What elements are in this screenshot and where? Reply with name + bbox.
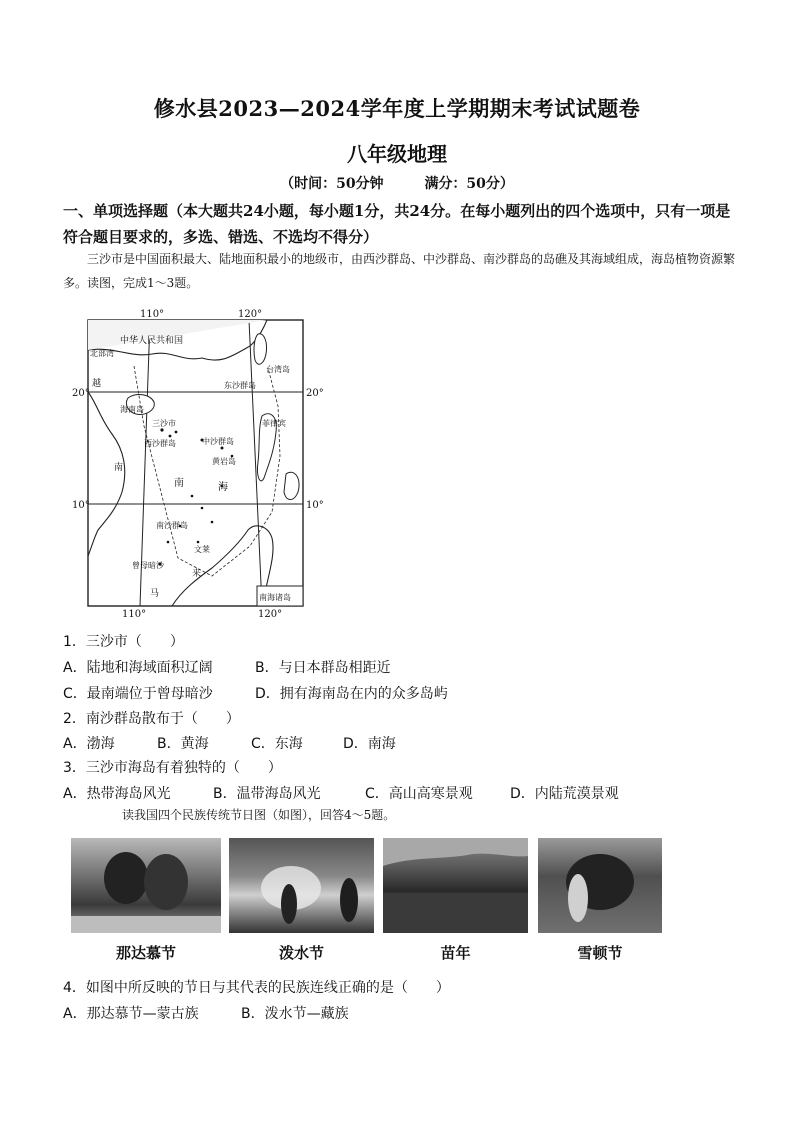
map-label-wenlai: 文莱: [194, 545, 210, 554]
question-4-option-a[interactable]: A．那达慕节—蒙古族: [63, 1006, 199, 1022]
question-2-option-b[interactable]: B．黄海: [157, 736, 209, 752]
map-label-zengmu: 曾母暗沙: [132, 561, 164, 570]
festival-caption-naadam: 那达慕节: [115, 944, 176, 962]
question-3-stem: 3．三沙市海岛有着独特的（ ）: [63, 760, 282, 776]
question-2-option-a[interactable]: A．渤海: [63, 736, 115, 752]
map-lon-top-left: 110°: [140, 309, 165, 320]
map-lat-10-right: 10°: [306, 500, 324, 511]
map-label-taiwan: 台湾岛: [266, 365, 290, 374]
section-heading: 一、单项选择题（本大题共24小题，每小题1分，共24分。在每小题列出的四个选项中，只有一项是符合题目要求的，多选、错选、不选均不得分）: [63, 202, 731, 246]
water-splashing-photo: [229, 838, 374, 933]
map-label-lai: 来: [192, 569, 202, 579]
festival-caption-shoton: 雪顿节: [577, 944, 623, 962]
question-3-option-c[interactable]: C．高山高寒景观: [365, 786, 473, 802]
map-lat-20-right: 20°: [306, 388, 324, 399]
map-label-inset: 南海诸岛: [259, 593, 291, 602]
map-label-beibu: 北部湾: [90, 349, 114, 358]
map-lon-bottom-left: 110°: [122, 609, 147, 620]
map-lon-top-right: 120°: [238, 309, 263, 320]
question-3-option-a[interactable]: A．热带海岛风光: [63, 786, 171, 802]
map-label-yue: 越: [92, 379, 102, 389]
map-label-prc: 中华人民共和国: [120, 336, 184, 346]
question-4-stem: 4．如图中所反映的节日与其代表的民族连线正确的是（ ）: [63, 980, 450, 996]
question-1-stem: 1．三沙市（ ）: [63, 634, 184, 650]
map-label-hainan: 海南岛: [120, 405, 144, 414]
section-intro: 三沙市是中国面积最大、陆地面积最小的地级市，由西沙群岛、中沙群岛、南沙群岛的岛礁及其海域组成，海岛植物资源繁多。读图，完成1～3题。: [63, 252, 736, 290]
question-2-option-d[interactable]: D．南海: [343, 736, 396, 752]
map-label-xisha: 西沙群岛: [144, 439, 176, 448]
map-label-feilvbin: 菲律宾: [262, 419, 286, 428]
naadam-photo: [71, 838, 221, 933]
festival-caption-miao-new-year: 苗年: [440, 944, 471, 962]
question-1-option-b[interactable]: B．与日本群岛相距近: [255, 660, 391, 676]
question-3-option-d[interactable]: D．内陆荒漠景观: [510, 786, 619, 802]
map-label-zhongsha: 中沙群岛: [202, 437, 234, 446]
map-label-dongsha: 东沙群岛: [224, 381, 256, 390]
question-1-option-d[interactable]: D．拥有海南岛在内的众多岛屿: [255, 686, 448, 702]
map-label-sansha: 三沙市: [152, 419, 176, 428]
south-china-sea-map: [72, 306, 334, 620]
map-lon-bottom-right: 120°: [258, 609, 283, 620]
map-lat-20-left: 20°: [72, 388, 90, 399]
exam-score: 满分：50分）: [424, 176, 514, 192]
exam-title: 修水县2023—2024学年度上学期期末考试试题卷: [153, 96, 641, 121]
read-note: 读我国四个民族传统节日图（如图），回答4～5题。: [122, 808, 396, 822]
map-label-nan: 南: [114, 463, 124, 473]
shoton-festival-photo: [538, 838, 662, 933]
question-3-option-b[interactable]: B．温带海岛风光: [213, 786, 321, 802]
map-label-huangyan: 黄岩岛: [212, 457, 236, 466]
exam-subject: 八年级地理: [347, 142, 447, 166]
map-lat-10-left: 10°: [72, 500, 90, 511]
map-label-ma: 马: [150, 589, 160, 599]
question-1-option-c[interactable]: C．最南端位于曾母暗沙: [63, 686, 213, 702]
question-1-option-a[interactable]: A．陆地和海域面积辽阔: [63, 660, 213, 676]
question-2-option-c[interactable]: C．东海: [251, 736, 303, 752]
map-label-nanhai-1: 南: [174, 478, 184, 489]
exam-time: （时间：50分钟: [280, 176, 384, 192]
question-4-option-b[interactable]: B．泼水节—藏族: [241, 1006, 349, 1022]
question-2-stem: 2．南沙群岛散布于（ ）: [63, 711, 240, 727]
map-label-nanhai-2: 海: [218, 482, 228, 493]
map-label-nansha: 南沙群岛: [156, 521, 188, 530]
festival-caption-water-splashing: 泼水节: [278, 944, 324, 962]
miao-new-year-photo: [383, 838, 528, 933]
exam-time-score: [0, 173, 794, 193]
